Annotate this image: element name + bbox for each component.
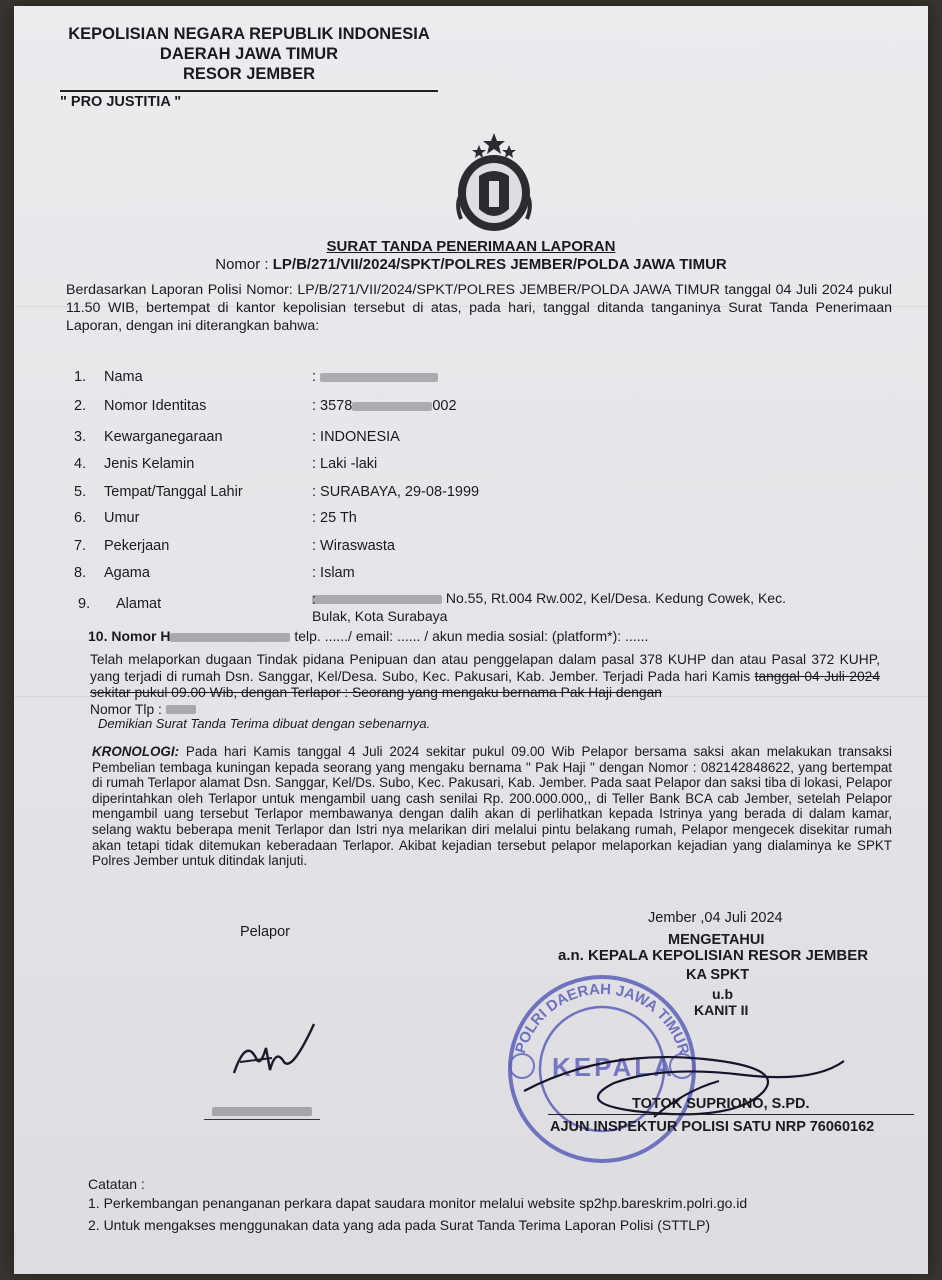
field-value-text: : 3578 — [312, 398, 353, 414]
field-label: Nomor Identitas — [104, 398, 207, 414]
svg-text:KEPALA: KEPALA — [552, 1052, 675, 1082]
document-title: SURAT TANDA PENERIMAAN LAPORAN — [326, 238, 616, 255]
pelapor-label: Pelapor — [240, 924, 290, 940]
field-value: : Laki -laki — [312, 456, 378, 472]
document-number — [14, 256, 928, 273]
signer-rule — [548, 1114, 914, 1115]
signer-rank: AJUN INSPEKTUR POLISI SATU NRP 76060162 — [550, 1119, 875, 1135]
contact-label: 10. Nomor H — [88, 628, 171, 644]
field-number: 9. — [78, 596, 91, 612]
agency-header — [64, 24, 434, 84]
field-umur — [74, 510, 914, 530]
header-rule — [60, 90, 438, 92]
note-item: 1. Perkembangan penanganan perkara dapat saudara monitor melalui website sp2hp.bareskrim.polri.go.id — [88, 1195, 748, 1211]
kronologi-label: KRONOLOGI: — [92, 744, 180, 759]
field-number: 1. — [74, 369, 87, 385]
note-item: 2. Untuk mengakses menggunakan data yang ada pada Surat Tanda Terima Laporan Polisi (STTLP) — [88, 1217, 711, 1233]
pelapor-name-redacted — [204, 1104, 320, 1120]
field-pekerjaan — [74, 538, 914, 558]
redacted-phone — [170, 633, 290, 642]
field-label: Kewarganegaraan — [104, 429, 223, 445]
number-label: Nomor : — [215, 256, 273, 273]
ka-spkt-label: KA SPKT — [686, 967, 750, 983]
agency-line-1: KEPOLISIAN NEGARA REPUBLIK INDONESIA — [68, 25, 430, 43]
kronologi-text: Pada hari Kamis tanggal 4 Juli 2024 sekitar pukul 09.00 Wib Pelapor bersama saksi akan melakukan transaksi Pembelian tembaga kuningan kepada seorang yang mengaku bernama " Pak Haji " dengan Nomor : 082142848622, yang bertempat di rumah Terlapor alamat Dsn. Sanggar, Kel/Ds. Subo, Kec. Pakusari, Kab. Jember. Pada saat Pelapor dan saksi tiba di lokasi, Pelapor diperintahkan oleh Terlapor untuk mengambil uang cash senilai Rp. 200.000.000,, di Teller Bank BCA cab Jember, setelah Pelapor mengambil uang tersebut Terlapor membawanya dengan dalih akan di perlihatkan kepada Istrinya yang berada di dalam kamar, selang waktu beberapa menit Terlapor dan Istri nya melarikan diri melalui pintu belakang rumah, Pelapor mengecek disekitar rumah akan tetapi tidak ditemukan keberadaan Terlapor. Akibat kejadian tersebut pelapor melaporkan kejadian yang dialaminya ke SPKT Polres Jember untuk ditindak lanjuti. — [92, 744, 892, 869]
intro-paragraph: Berdasarkan Laporan Polisi Nomor: LP/B/271/VII/2024/SPKT/POLRES JEMBER/POLDA JAWA TIMUR tanggal 04 Juli 2024 pukul 11.50 WIB, bertempat di kantor kepolisian tersebut di atas, pada hari, tanggal ditanda tanganinya Surat Tanda Penerimaan Laporan, dengan ini diterangkan bahwa: — [66, 282, 892, 334]
redacted-id — [352, 402, 432, 411]
field-value-tail: 002 — [432, 398, 457, 414]
field-nomor-identitas — [74, 398, 914, 418]
field-value: : 25 Th — [312, 510, 357, 526]
field-value: : Wiraswasta — [312, 538, 395, 554]
redacted-tlp — [166, 705, 196, 714]
svg-text:POLRI DAERAH JAWA TIMUR: POLRI DAERAH JAWA TIMUR — [511, 980, 693, 1057]
field-number: 5. — [74, 484, 87, 500]
field-number: 8. — [74, 565, 87, 581]
laporan-text: Telah melaporkan dugaan Tindak pidana Penipuan dan atau penggelapan dalam pasal 378 KUHP dan atau Pasal 372 KUHP, yang terjadi di rumah Dsn. Sanggar, Kel/Desa. Subo, Kec. Pakusari, Kab. Jember. Terjadi Pada hari Kamis — [90, 652, 880, 684]
redacted-address — [312, 595, 442, 604]
demikian-statement: Demikian Surat Tanda Terima dibuat dengan sebenarnya. — [98, 716, 431, 731]
field-label: Tempat/Tanggal Lahir — [104, 484, 243, 500]
field-value-text: : — [312, 369, 317, 385]
mengetahui-label: MENGETAHUI — [668, 932, 765, 948]
field-value: : Islam — [312, 565, 355, 581]
field-value: : — [312, 592, 317, 608]
field-label: Umur — [104, 510, 140, 526]
contact-rest: telp. ....../ email: ...... / akun media sosial: (platform*): ...... — [290, 628, 649, 644]
address-line-1 — [312, 590, 786, 606]
signer-name: TOTOK SUPRIONO, S.PD. — [632, 1096, 810, 1112]
laporan-paragraph — [90, 652, 880, 718]
police-emblem-icon — [439, 131, 549, 236]
kronologi-paragraph — [92, 744, 892, 869]
address-line-1-text: No.55, Rt.004 Rw.002, Kel/Desa. Kedung Cowek, Kec. — [445, 590, 786, 606]
field-jenis-kelamin — [74, 456, 914, 476]
agency-line-2: DAERAH JAWA TIMUR — [159, 45, 339, 63]
address-line-2: Bulak, Kota Surabaya — [312, 608, 448, 624]
pelapor-signature-icon — [226, 1018, 316, 1088]
field-label: Alamat — [116, 596, 162, 612]
field-value: : INDONESIA — [312, 429, 400, 445]
field-number: 3. — [74, 429, 87, 445]
catatan-label: Catatan : — [88, 1176, 145, 1192]
field-label: Nama — [104, 369, 143, 385]
field-number: 4. — [74, 456, 87, 472]
agency-line-3: RESOR JEMBER — [182, 65, 316, 83]
field-nama — [74, 369, 914, 389]
an-kepala-label: a.n. KEPALA KEPOLISIAN RESOR JEMBER — [558, 947, 869, 964]
field-tempat-tanggal-lahir — [74, 484, 914, 504]
field-agama — [74, 565, 914, 585]
pro-justitia: " PRO JUSTITIA " — [60, 94, 182, 110]
field-nomor-hp — [88, 628, 648, 644]
field-label: Pekerjaan — [104, 538, 170, 554]
field-value: : SURABAYA, 29-08-1999 — [312, 484, 480, 500]
kanit-signature-icon — [514, 1031, 854, 1131]
report-document — [14, 6, 928, 1274]
ub-label: u.b — [712, 986, 733, 1002]
field-label: Agama — [104, 565, 150, 581]
laporan-tlp: Nomor Tlp : — [90, 701, 162, 717]
field-number: 2. — [74, 398, 87, 414]
field-number: 7. — [74, 538, 87, 554]
number-value: LP/B/271/VII/2024/SPKT/POLRES JEMBER/POLDA JAWA TIMUR — [272, 256, 727, 273]
redacted-name — [320, 373, 438, 382]
laporan-strike: tanggal 04 Juli 2024 sekitar pukul 09.00 Wib, dengan Terlapor : Seorang yang mengaku bernama Pak Haji dengan — [90, 668, 880, 700]
field-number: 6. — [74, 510, 87, 526]
field-kewarganegaraan — [74, 429, 914, 449]
field-value — [312, 398, 457, 414]
redacted-pelapor-name — [212, 1107, 312, 1116]
field-value — [312, 369, 438, 385]
field-label: Jenis Kelamin — [104, 456, 195, 472]
place-date: Jember ,04 Juli 2024 — [648, 910, 783, 926]
kanit-label: KANIT II — [694, 1002, 749, 1018]
